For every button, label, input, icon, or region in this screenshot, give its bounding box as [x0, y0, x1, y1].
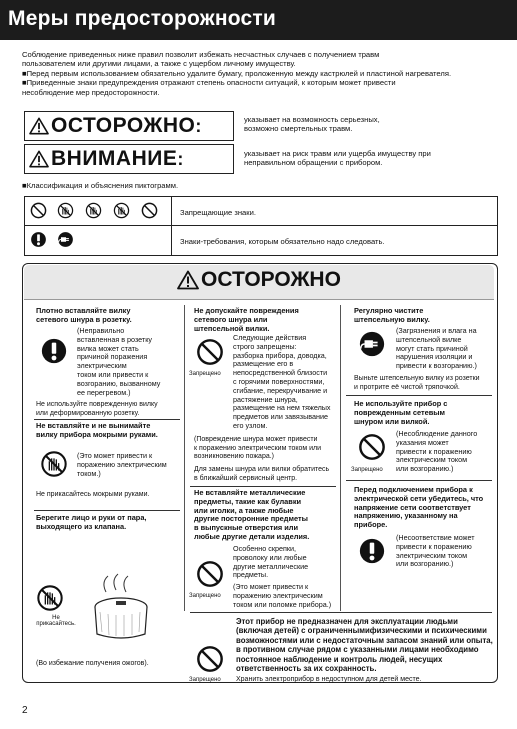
no-touch-icon	[113, 202, 130, 219]
no-wet-hands-icon	[85, 202, 102, 219]
col1-heading-3: Берегите лицо и руки от пара, выходящего из клапана.	[36, 513, 147, 531]
warning-desc-attention	[244, 149, 431, 168]
divider	[34, 510, 180, 511]
pictogram-label: Запрещающие знаки.	[180, 208, 256, 217]
divider	[34, 419, 180, 420]
rice-cooker-steam-illustration	[86, 572, 156, 642]
col1-heading-1: Плотно вставляйте вилку сетевого шнура в розетку.	[36, 306, 132, 324]
divider	[346, 395, 492, 396]
prohibited-label: Запрещено	[189, 593, 221, 599]
col3-heading-3: Перед подключением прибора к электрической сети убедитесь, что напряжение сети соответствует напряжению, указанному на приборе.	[354, 485, 484, 530]
warning-desc-line: неправильном обращении с прибором.	[244, 158, 383, 168]
divider	[346, 480, 492, 481]
intro-line: Соблюдение приведенных ниже правил позволит избежать несчастных случаев с получением травм	[22, 50, 380, 59]
col2-text-2b: (Это может привести к поражению электрическим током или поломке прибора.)	[233, 582, 332, 609]
col3-heading-1: Регулярно чистите штепсельную вилку.	[354, 306, 430, 324]
col1-heading-2: Не вставляйте и не вынимайте вилку прибора мокрыми руками.	[36, 421, 158, 439]
pictogram-label: Знаки-требования, которым обязательно надо следовать.	[180, 237, 385, 246]
no-wet-hands-icon	[40, 450, 68, 478]
col2-text-1: Следующие действия строго запрещены: разборка прибора, доводка, размещение его в непосредственной близости с горячими поверхностями, сгибание, перекручивание и растяжение шнура, размещение на нем тяжелых предметов или завязывание его узлом.	[233, 333, 331, 430]
unplug-icon	[358, 330, 386, 358]
intro-line: несоблюдение мер предосторожности.	[22, 87, 160, 97]
warning-triangle-icon	[177, 270, 199, 290]
intro-line: ■Перед первым использованием обязательно удалите бумагу, проложенную между кастрюлей и пластиной нагревателя.	[22, 68, 452, 78]
no-water-icon	[57, 202, 74, 219]
col2-note-1: (Повреждение шнура может привести к поражению электрическим током или возникновению пожара.)	[194, 436, 322, 461]
warning-triangle-icon	[29, 150, 49, 168]
warning-box-caution: ОСТОРОЖНО :	[24, 111, 234, 141]
divider	[190, 486, 336, 487]
classification-title: ■Классификация и объяснения пиктограмм.	[22, 181, 179, 190]
col3-heading-2: Не используйте прибор с поврежденным сетевым шнуром или вилкой.	[354, 399, 448, 426]
col1-note-3: (Во избежание получения ожогов).	[36, 660, 149, 667]
bottom-heading: Этот прибор не предназначен для эксплуатации людьми (включая детей) с ограниченнымифизическими и психическими возможностями или с недостаточным запасом знаний или опыта, в противном случае рядом с указанными лицами необходимо постоянное наблюдение и контроль людей, несущих ответственность за их сохранность.	[236, 617, 493, 674]
no-disassembly-icon	[141, 202, 158, 219]
no-touch-icon	[36, 584, 64, 612]
mandatory-icon	[358, 537, 386, 565]
prohibition-icon	[196, 560, 224, 588]
no-touch-label: Не прикасайтесь.	[36, 615, 76, 627]
warning-desc-line: указывает на риск травм или ущерба имуществу при	[244, 149, 431, 158]
caution-section-title: ОСТОРОЖНО	[201, 268, 341, 291]
col2-text-2: Особенно скрепки, проволоку или любые другие металлические предметы.	[233, 544, 309, 580]
prohibition-icon	[196, 338, 224, 366]
warning-word: ОСТОРОЖНО	[51, 114, 196, 137]
mandatory-icon	[40, 337, 68, 365]
prohibition-icon	[30, 202, 47, 219]
col1-text-1: (Неправильно вставленная в розетку вилка может стать причиной поражения электрическим током или привести к возгоранию, вызванному ее перегревом.)	[77, 326, 161, 397]
prohibited-label: Запрещено	[351, 467, 383, 473]
col1-note-1: Не используйте поврежденную вилку или деформированную розетку.	[36, 401, 158, 417]
col2-note-2: Для замены шнура или вилки обратитесь в ближайший сервисный центр.	[194, 466, 330, 482]
col3-text-2: (Несоблюдение данного указания может привести к поражению электрическим током или возгоранию.)	[396, 429, 478, 474]
intro-line: ■Приведенные знаки предупреждения отражают степень опасности ситуаций, к которым может привести	[22, 78, 396, 88]
intro-text	[22, 50, 502, 97]
warning-desc-line: возможно смертельных травм.	[244, 124, 353, 134]
col2-heading-1: Не допускайте повреждения сетевого шнура или штепсельной вилки.	[194, 306, 299, 333]
prohibition-icon	[358, 433, 386, 461]
col3-text-1: (Загрязнения и влага на штепсельной вилке могут стать причиной нарушения изоляции и привести к возгоранию.)	[396, 326, 477, 371]
warning-desc-line: указывает на возможность серьезных,	[244, 115, 380, 124]
page-title: Меры предосторожности	[8, 7, 276, 30]
col2-heading-2: Не вставляйте металлические предметы, такие как булавки или иголки, а также любые другие посторонние предметы в выпускные отверстия или любые другие детали изделия.	[194, 488, 310, 541]
caution-section-header	[24, 265, 494, 300]
prohibition-icon	[196, 645, 224, 673]
divider	[190, 612, 492, 613]
prohibited-label: Запрещено	[189, 677, 221, 683]
col1-note-2: Не прикасайтесь мокрыми руками.	[36, 491, 150, 498]
warning-word: ВНИМАНИЕ	[51, 147, 178, 170]
col3-note-1: Выньте штепсельную вилку из розетки и протрите её чистой тряпочкой.	[354, 375, 480, 391]
warning-box-attention: ВНИМАНИЕ :	[24, 144, 234, 174]
intro-line: пользователем или другими лицами, а также с ущербом личному имуществу.	[22, 59, 296, 69]
col3-text-3: (Несоответствие может привести к поражению электрическим током или возгоранию.)	[396, 533, 475, 569]
col1-text-2: (Это может привести к поражению электрическим током.)	[77, 451, 167, 478]
prohibited-label: Запрещено	[189, 371, 221, 377]
column-divider	[340, 305, 341, 611]
unplug-icon	[57, 231, 74, 248]
bottom-note: Хранить электроприбор в недоступном для детей месте.	[236, 676, 422, 683]
page-number: 2	[22, 705, 28, 716]
warning-desc-caution	[244, 115, 380, 134]
mandatory-icon	[30, 231, 47, 248]
warning-triangle-icon	[29, 117, 49, 135]
column-divider	[184, 305, 185, 611]
